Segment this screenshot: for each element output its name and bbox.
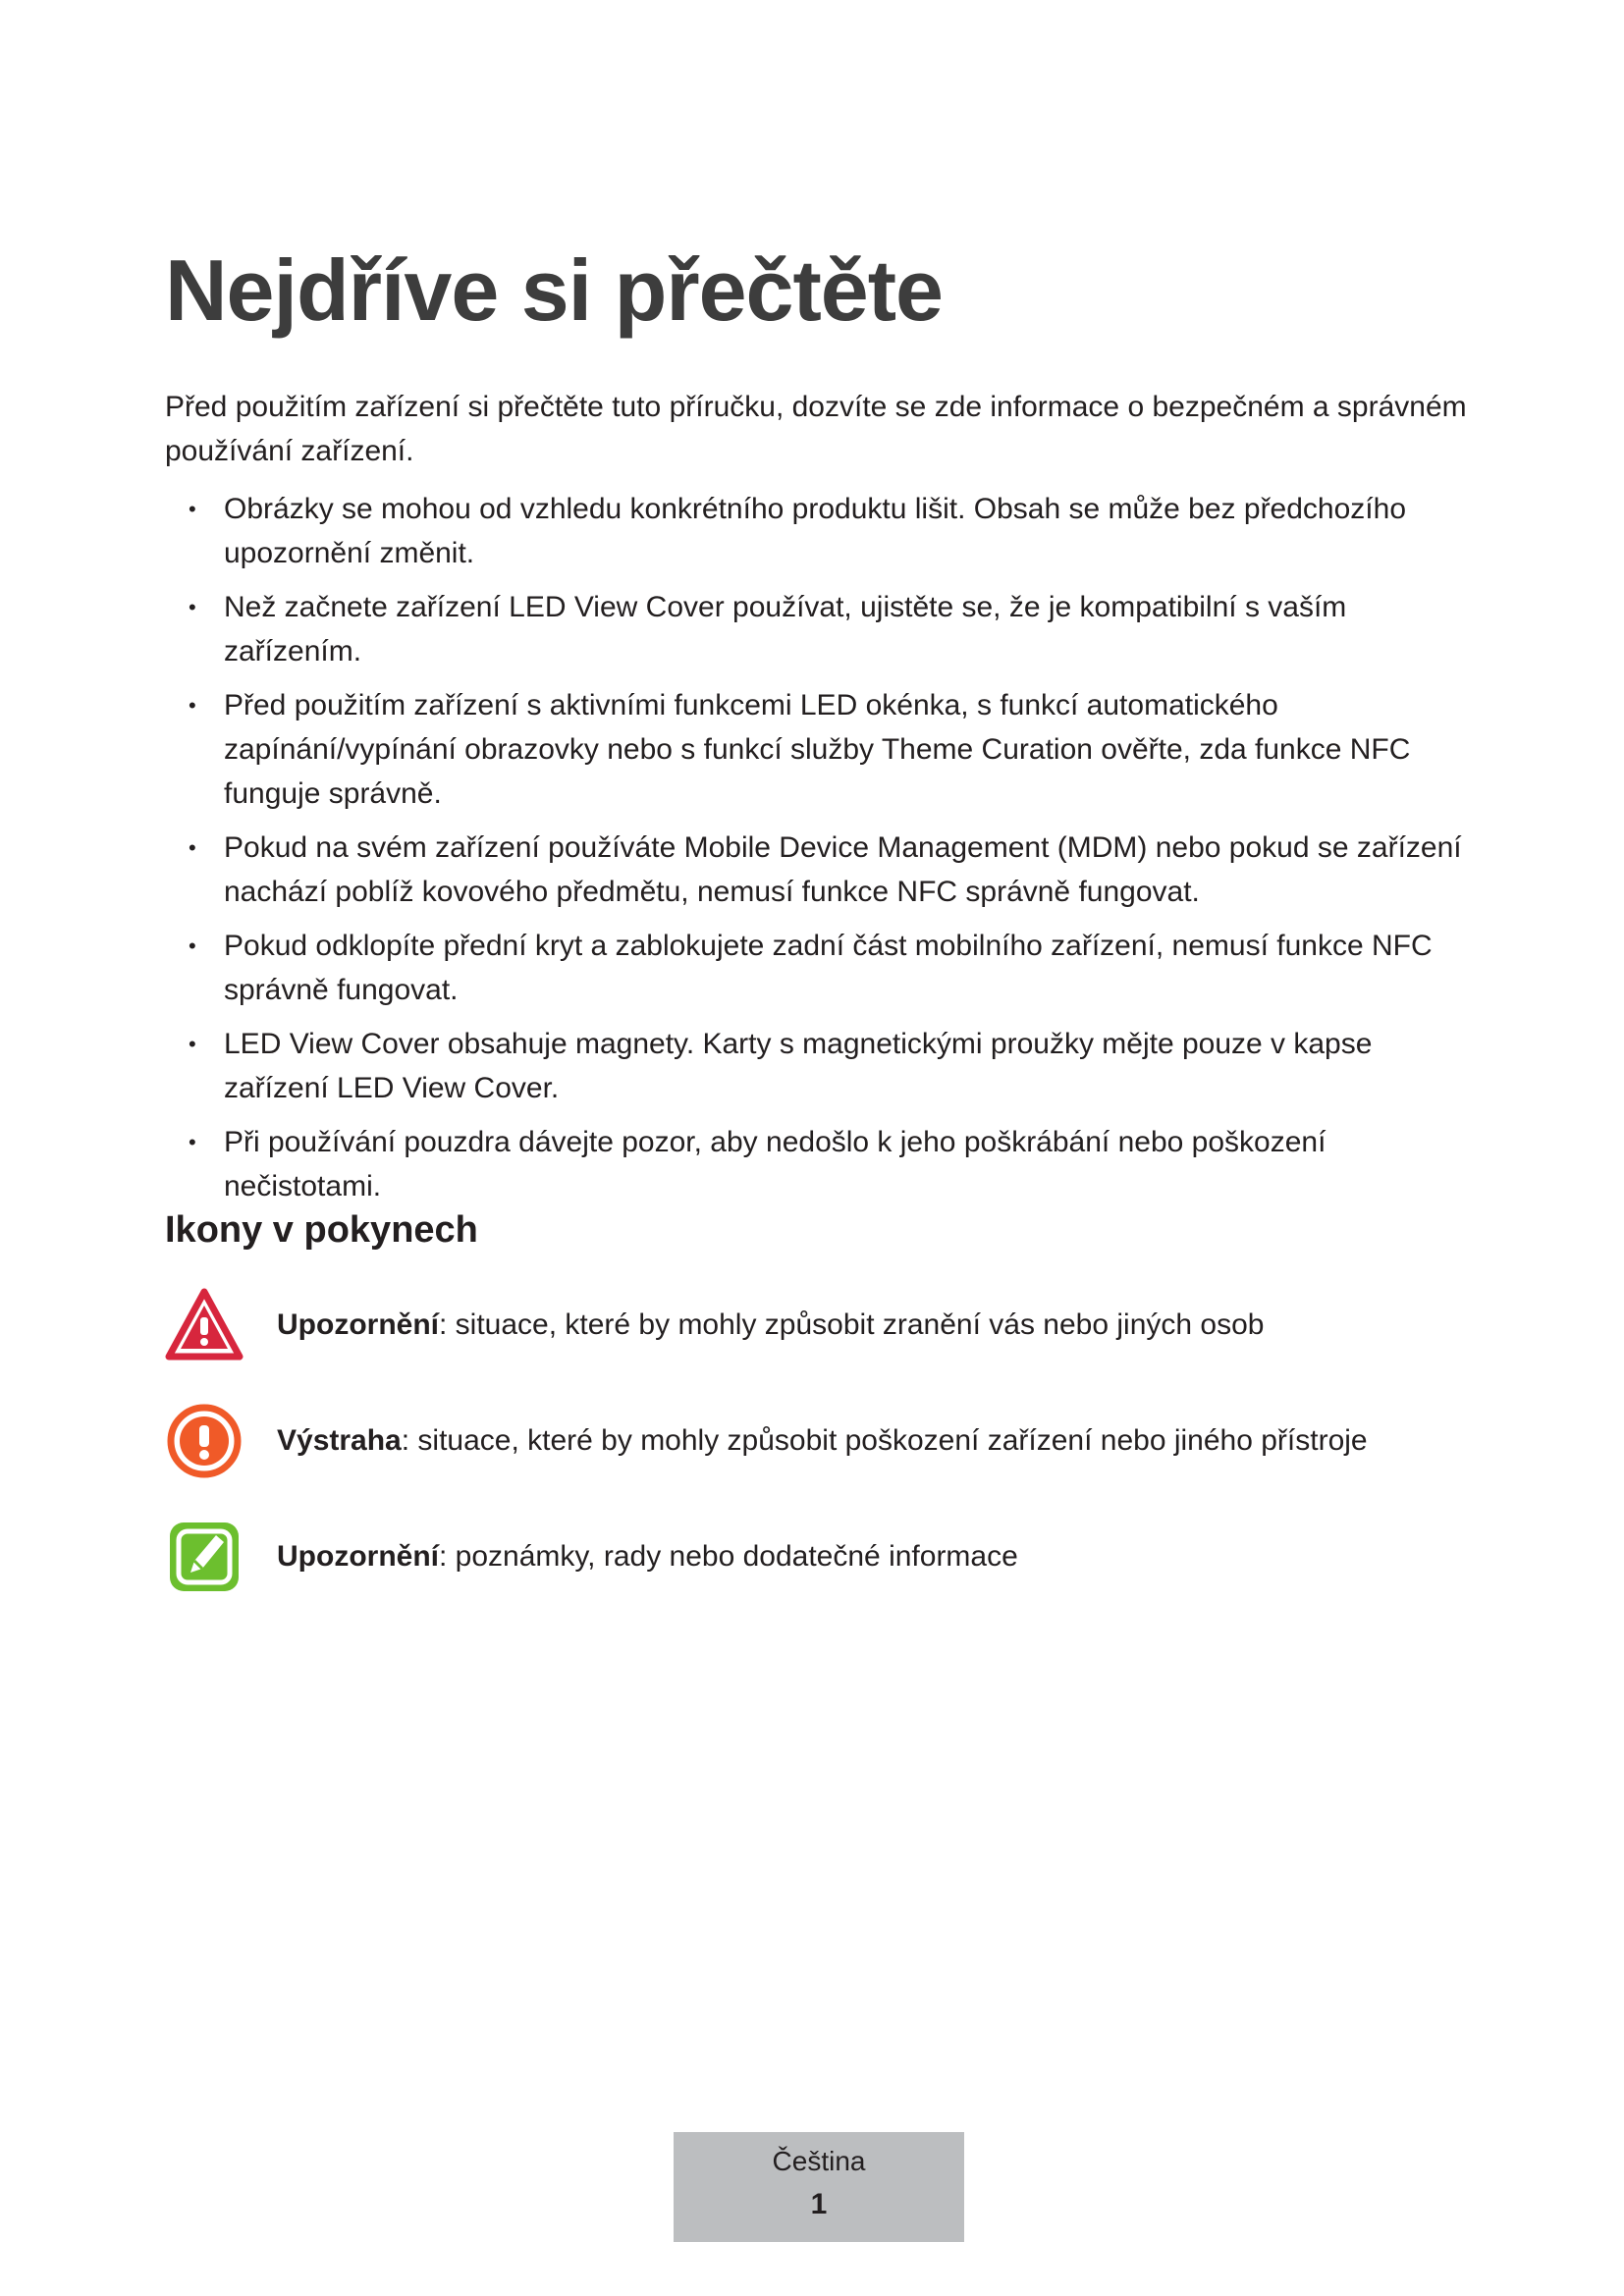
notice-list — [165, 487, 1481, 1218]
icon-legend-caution — [165, 1402, 1481, 1480]
page-number: 1 — [810, 2188, 828, 2220]
footer-language: Čeština — [772, 2146, 866, 2176]
icon-legend-text — [277, 1306, 1264, 1345]
list-item — [165, 585, 1481, 673]
list-item-text: LED View Cover obsahuje magnety. Karty s magnetickými proužky mějte pouze v kapse zařízení LED View Cover. — [224, 1028, 1373, 1104]
bullet-icon: • — [189, 595, 196, 619]
list-item-text: Obrázky se mohou od vzhledu konkrétního produktu lišit. Obsah se může bez předchozího upozornění změnit. — [224, 493, 1406, 569]
bullet-icon: • — [189, 835, 196, 860]
icon-legend-note — [165, 1518, 1481, 1596]
bullet-icon: • — [189, 497, 196, 521]
bullet-icon: • — [189, 693, 196, 718]
intro-paragraph: Před použitím zařízení si přečtěte tuto příručku, dozvíte se zde informace o bezpečném a správném používání zařízení. — [165, 391, 1467, 467]
list-item-text: Pokud na svém zařízení používáte Mobile Device Management (MDM) nebo pokud se zařízení nachází poblíž kovového předmětu, nemusí funkce NFC správně fungovat. — [224, 831, 1462, 908]
list-item — [165, 1120, 1481, 1208]
list-item-text: Pokud odklopíte přední kryt a zablokujete zadní část mobilního zařízení, nemusí funkce NFC správně fungovat. — [224, 930, 1433, 1006]
list-item — [165, 683, 1481, 816]
warning-triangle-icon — [165, 1286, 244, 1364]
icon-legend-description: : situace, které by mohly způsobit poškození zařízení nebo jiného přístroje — [401, 1424, 1368, 1457]
icon-legend-label: Upozornění — [277, 1308, 439, 1341]
icon-legend-label: Upozornění — [277, 1540, 439, 1573]
note-pencil-icon — [165, 1518, 244, 1596]
list-item-text: Při používání pouzdra dávejte pozor, aby nedošlo k jeho poškrábání nebo poškození nečistotami. — [224, 1126, 1326, 1202]
icon-legend-label: Výstraha — [277, 1424, 402, 1457]
icon-legend-description: : poznámky, rady nebo dodatečné informace — [439, 1540, 1018, 1573]
list-item — [165, 826, 1481, 914]
bullet-icon: • — [189, 1032, 196, 1056]
bullet-icon: • — [189, 934, 196, 958]
section-title-icons: Ikony v pokynech — [165, 1209, 478, 1251]
list-item — [165, 1022, 1481, 1110]
page-footer — [674, 2132, 964, 2242]
icon-legend-text — [277, 1421, 1368, 1461]
list-item-text: Než začnete zařízení LED View Cover používat, ujistěte se, že je kompatibilní s vaším zařízením. — [224, 591, 1347, 667]
page-title: Nejdříve si přečtěte — [165, 241, 943, 339]
icon-legend-warning — [165, 1286, 1481, 1364]
caution-circle-icon — [165, 1402, 244, 1480]
list-item — [165, 487, 1481, 575]
icon-legend-description: : situace, které by mohly způsobit zranění vás nebo jiných osob — [439, 1308, 1265, 1341]
list-item — [165, 924, 1481, 1012]
list-item-text: Před použitím zařízení s aktivními funkcemi LED okénka, s funkcí automatického zapínání/vypínání obrazovky nebo s funkcí služby Theme Curation ověřte, zda funkce NFC funguje správně. — [224, 689, 1411, 810]
icon-legend-text — [277, 1537, 1018, 1576]
bullet-icon: • — [189, 1130, 196, 1154]
